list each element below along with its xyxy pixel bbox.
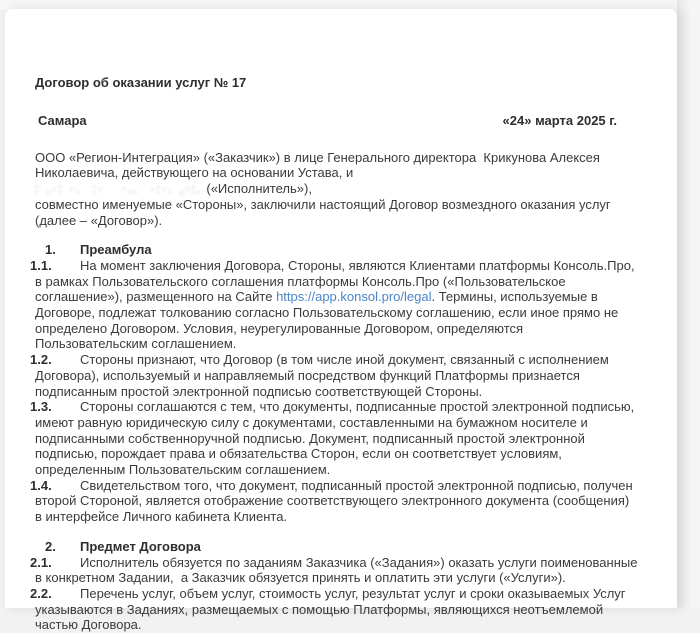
joint-parties-text: совместно именуемые «Стороны», заключили настоящий Договор возмездного оказания услуг (далее – «Договор»).: [35, 196, 615, 228]
clause-text: На момент заключения Договора, Стороны, являются Клиентами платформы Консоль.Про, в рамках Пользовательского соглашения платформы Консоль.Про («Пользовательское соглашение»), размещенного на Сайте: [35, 257, 639, 305]
clause-1.2: [30, 352, 639, 399]
contract-sections: [30, 242, 642, 633]
clause-number: 2.2.: [30, 585, 52, 601]
clause-1.1: [30, 257, 639, 352]
redacted-executor-name: : .·: ·. :· ·.. ·:·. ,·:.: [35, 181, 203, 197]
clause-number: 1.4.: [30, 477, 52, 493]
clause-text: Свидетельством того, что документ, подписанный простой электронной подписью, получен второй Стороной, является отображение соответствующего электронного документа (сообщения) в интерфейсе Личного кабинета Клиента.: [35, 477, 637, 525]
legal-terms-link[interactable]: https://app.konsol.pro/legal: [276, 289, 432, 305]
executor-label: («Исполнитель»),: [202, 181, 312, 197]
clause-text: Исполнитель обязуется по заданиям Заказчика («Задания») оказать услуги поименованные в конкретном Задании, а Заказчик обязуется принять и оплатить эти услуги («Услуги»).: [35, 554, 642, 586]
clause-2.2: [30, 585, 639, 633]
clause-text: Стороны признают, что Договор (в том числе иной документ, связанный с исполнением Договора), используемый и направляемый посредством функций Платформы признается подписанным простой электронной подписью соответствующей Стороны.: [35, 352, 613, 399]
city-date-row: [30, 113, 639, 129]
section-number: 1.: [45, 242, 56, 258]
clause-text: Перечень услуг, объем услуг, стоимость услуг, результат услуг и сроки оказываемых Услуг указываются в Заданиях, размещаемых с помощью Платформы, являющихся неотъемлемой частью Договора.: [35, 585, 630, 633]
clause-1.4: [30, 477, 639, 525]
clause-1.3: [30, 399, 639, 478]
viewer-right-gutter: [677, 0, 700, 608]
clause-text: Стороны соглашаются с тем, что документы, подписанные простой электронной подписью, имеют равную юридическую силу с документами, составленными на бумажном носителе и подписанными собственноручной подписью. Документ, подписанный простой электронной подписью, порождает права и обязательства Сторон, если он соответствует условиям, определенным Пользовательским соглашением.: [35, 399, 638, 478]
customer-party-text: ООО «Регион-Интеграция» («Заказчик») в лице Генерального директора Крикунова Алексея Николаевича, действующего на основании Устава, и: [35, 149, 604, 181]
section-heading-1: [35, 242, 639, 258]
executor-party-line: [35, 181, 639, 197]
clause-number: 1.1.: [30, 257, 52, 273]
contract-page: [5, 9, 677, 633]
clause-number: 1.2.: [30, 352, 52, 368]
section-title: Предмет Договора: [80, 538, 201, 554]
section-heading-2: [35, 539, 639, 555]
section-title: Преамбула: [80, 242, 152, 258]
clause-text: . Термины, используемые в Договоре, подлежат толкованию согласно Пользовательскому соглашению, если иное прямо не определено Договором. Условия, неурегулированные Договором, определяются Пользовательским соглашением.: [35, 289, 622, 352]
clause-number: 2.1.: [30, 554, 52, 570]
contract-title: Договор об оказании услуг № 17: [35, 75, 247, 90]
contract-city: Самара: [38, 113, 87, 128]
parties-clause: [30, 150, 639, 229]
clause-number: 1.3.: [30, 399, 52, 415]
section-number: 2.: [45, 538, 56, 554]
contract-date: «24» марта 2025 г.: [502, 113, 617, 128]
clause-2.1: [30, 554, 642, 586]
